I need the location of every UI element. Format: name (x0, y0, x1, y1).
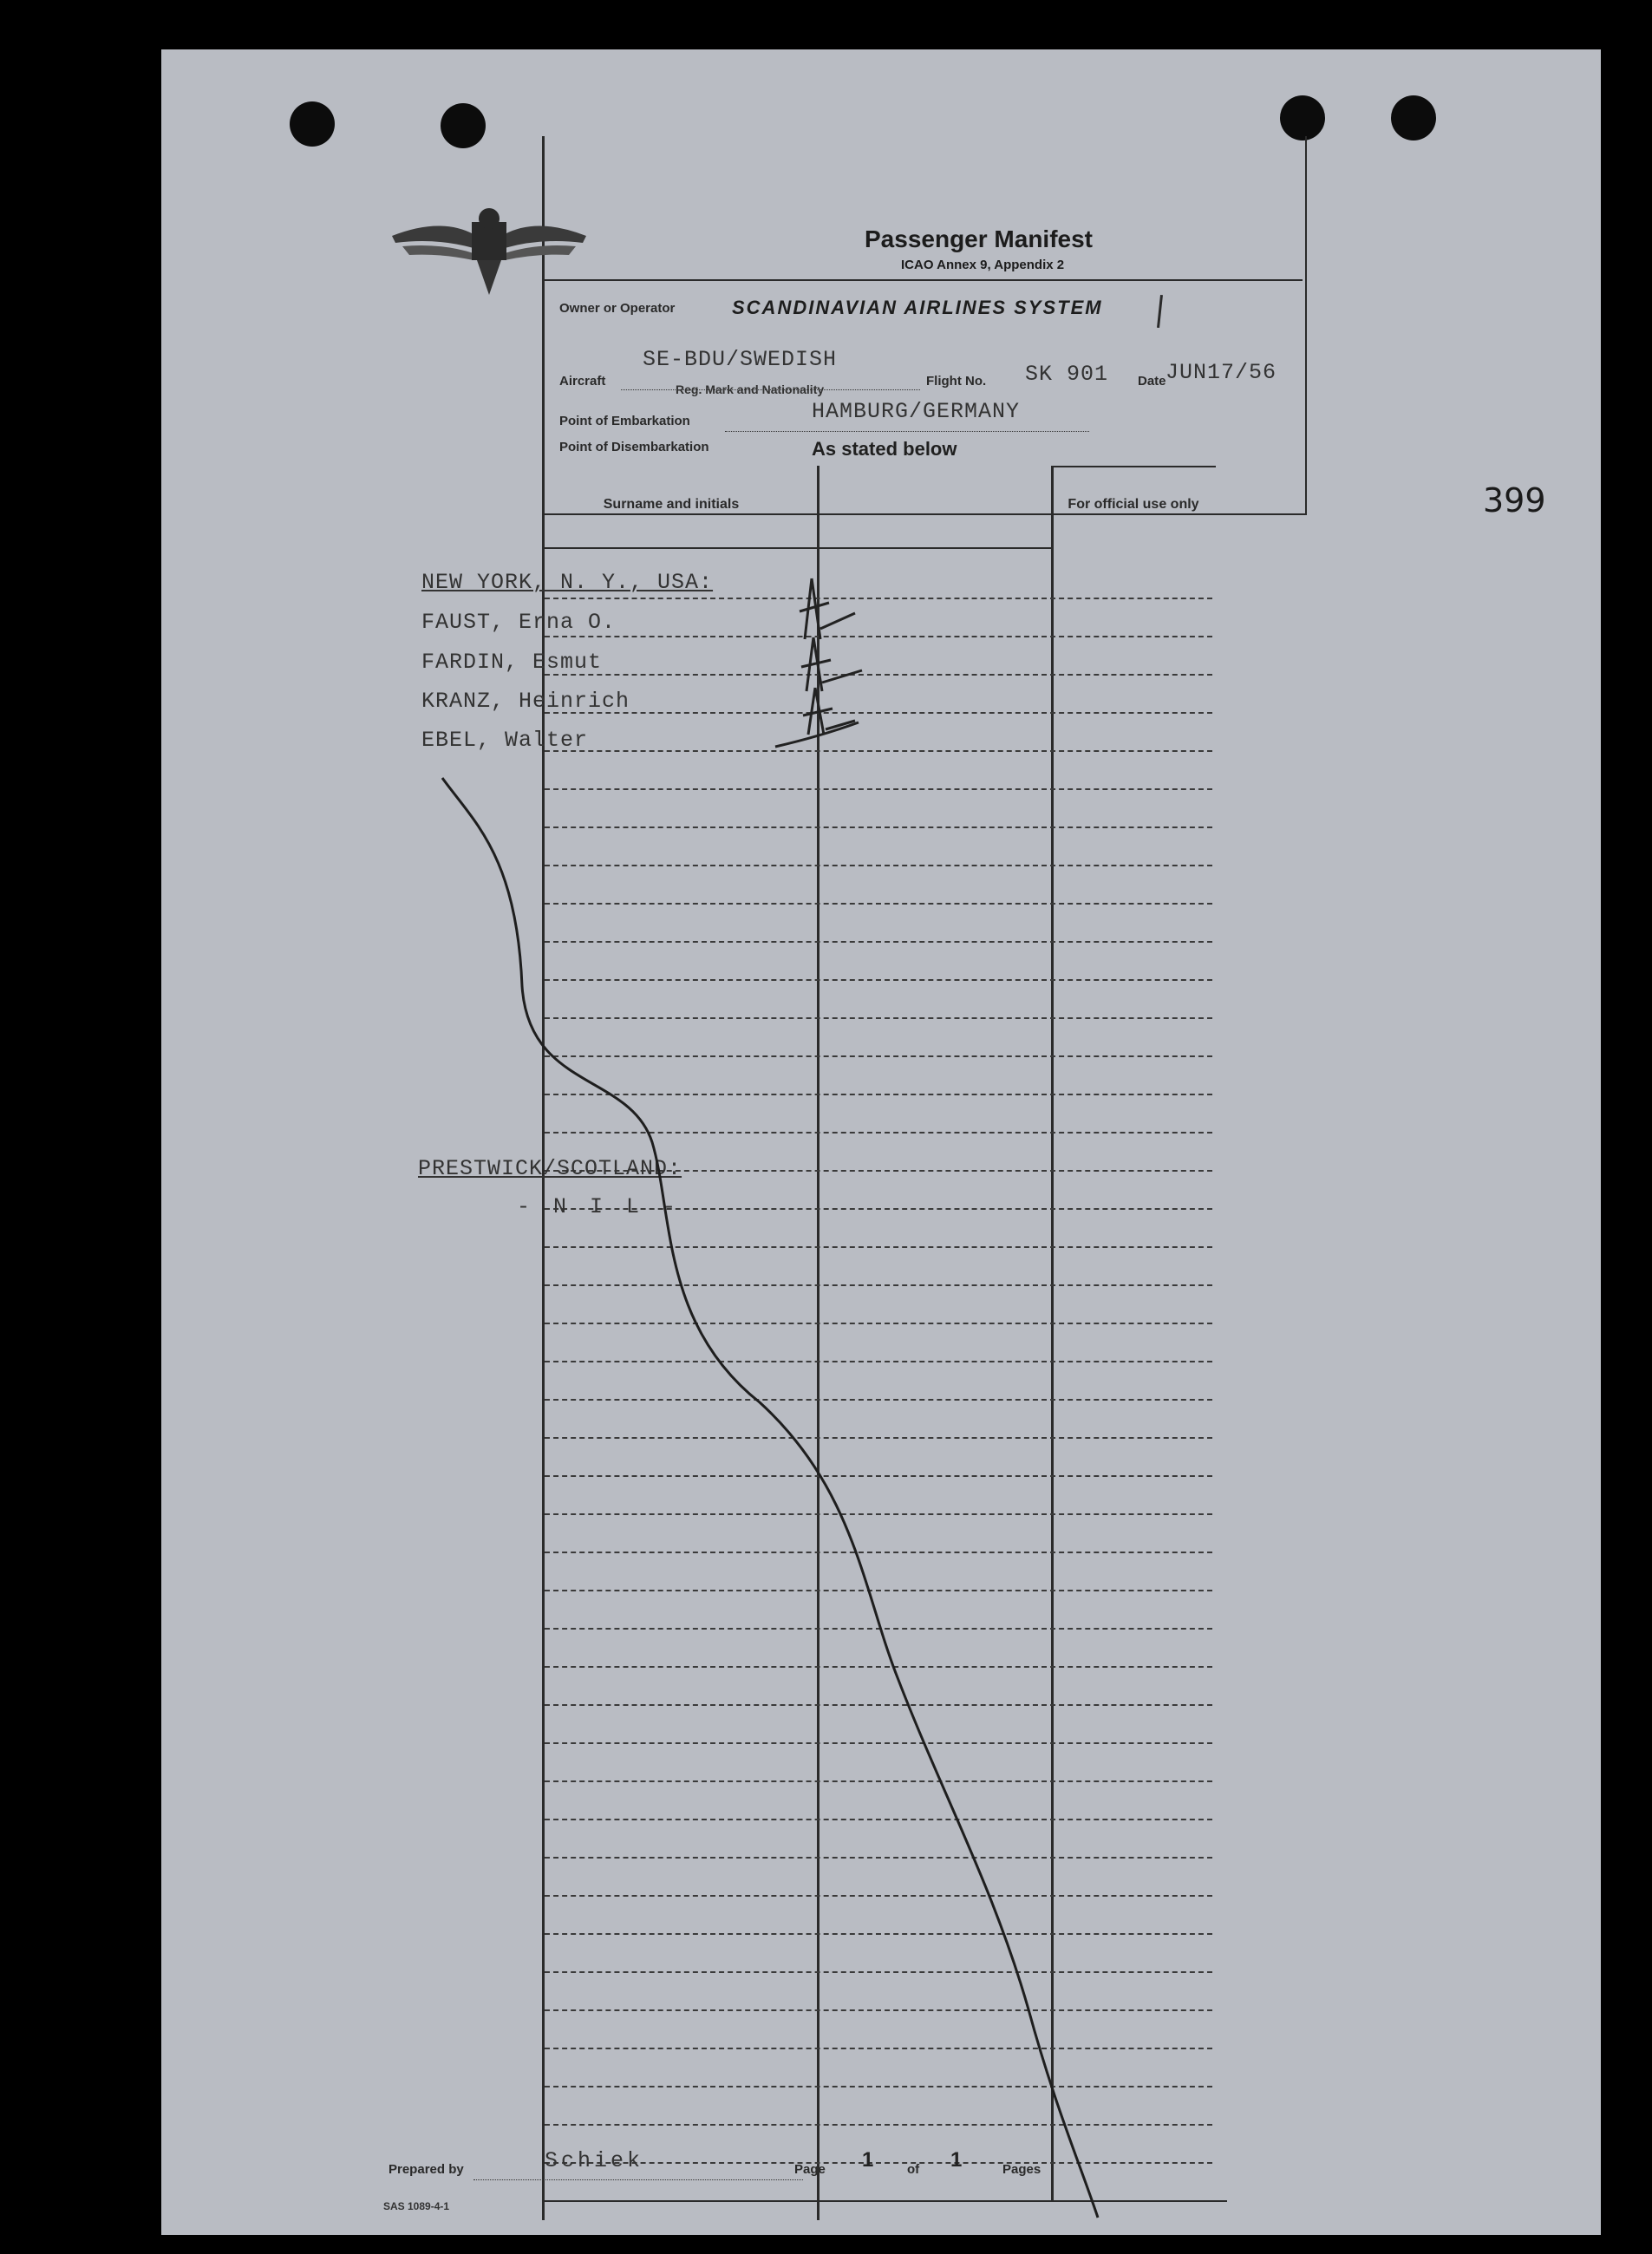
flight-label: Flight No. (926, 374, 987, 389)
pages-label: Pages (1002, 2162, 1041, 2177)
form-code: SAS 1089-4-1 (383, 2200, 450, 2212)
total-pages-value: 1 (950, 2148, 963, 2172)
operator-label: Owner or Operator (559, 301, 676, 316)
stop-entry: - N I L - (517, 1194, 682, 1219)
column-header-official: For official use only (1068, 497, 1199, 512)
manifest-page (161, 49, 1601, 2235)
passenger-entry: FAUST, Erna O. (421, 610, 617, 635)
embarkation-label: Point of Embarkation (559, 414, 690, 428)
aircraft-sublabel: Reg. Mark and Nationality (676, 382, 825, 396)
handwritten-annotations (161, 49, 1601, 2235)
column-header-name: Surname and initials (603, 497, 740, 512)
prepared-by-value: Schiek (545, 2148, 644, 2173)
disembarkation-value: As stated below (812, 438, 957, 460)
aircraft-label: Aircraft (559, 374, 606, 389)
operator-value: SCANDINAVIAN AIRLINES SYSTEM (732, 297, 1103, 318)
form-subtitle: ICAO Annex 9, Appendix 2 (901, 258, 1065, 272)
page-label: Page (794, 2162, 826, 2177)
flight-value: SK 901 (1025, 362, 1109, 387)
page-number: 399 (1483, 481, 1546, 519)
passenger-entry: EBEL, Walter (421, 728, 589, 753)
destination-heading: NEW YORK, N. Y., USA: (421, 570, 714, 595)
disembarkation-label: Point of Disembarkation (559, 440, 709, 454)
form-title: Passenger Manifest (865, 225, 1093, 252)
date-label: Date (1138, 374, 1166, 389)
page-value: 1 (862, 2148, 874, 2172)
passenger-entry: FARDIN, Esmut (421, 650, 603, 675)
of-label: of (907, 2162, 920, 2177)
aircraft-value: SE-BDU/SWEDISH (643, 347, 838, 372)
field-line (473, 2179, 803, 2180)
passenger-entry: KRANZ, Heinrich (421, 689, 630, 714)
date-value: JUN17/56 (1166, 360, 1277, 385)
prepared-by-label: Prepared by (389, 2162, 464, 2177)
stop-heading: PRESTWICK/SCOTLAND: (418, 1156, 682, 1181)
embarkation-value: HAMBURG/GERMANY (812, 399, 1021, 424)
